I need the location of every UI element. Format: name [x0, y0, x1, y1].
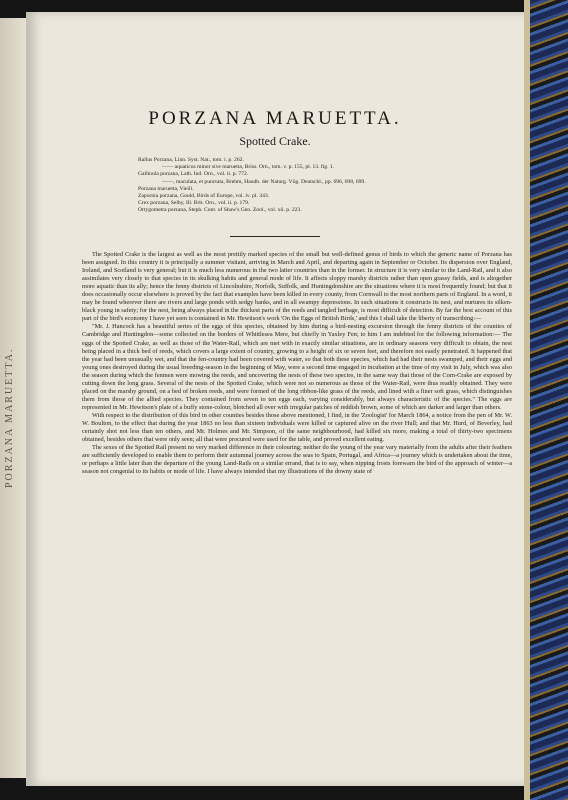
- common-name: Spotted Crake.: [239, 134, 311, 148]
- synonym-entry: —— aquaticus minor sive maruetta, Briss. Orn., tom. v. p. 155, pl. 13. fig. 1.: [162, 164, 335, 171]
- synonym-entry: Rallus Porzana, Linn. Syst. Nat., tom. i. p. 262.: [138, 157, 244, 163]
- synonym-entry: Porzana maruetta, Vieill.: [138, 185, 194, 192]
- synonym-entry: Ortygometra porzana, Steph. Cont. of Shaw's Gen. Zool., vol. xii. p. 223.: [138, 207, 302, 214]
- species-title: PORZANA MARUETTA.: [148, 108, 402, 129]
- paragraph: The Spotted Crake is the largest as well as the most prettily marked species of the small but well-defined genus of birds to which the generic name of Porzana has been assigned. In this country it is principally a summer visitant, arriving in March and April, and departing again in September or October. Its dispersion over England, Ireland, and Scotland is very general; but it is much less numerous in the two latter countries than in the former. In structure it is very similar to the Land-Rail, and it also assimilates very closely to that species in its skulking habits and general mode of life. It affects sloppy marshy districts rather than open grassy fields, and is altogether more aquatic than its ally; hence the fenny districts of Lincolnshire, Norfolk, Suffolk, and Huntingdonshire are the situations where it is most frequently found; but that it does occasionally occur elsewhere is proved by the fact that examples have been killed in every county, from Cornwall to the most northern parts of England. In a word, it may be found wherever there are rivers and large ponds with sedgy banks, and in all swampy depressions. In such situations it constructs its nest, and nurtures its silken-black young in safety; for the nest, being always placed in the thickest parts of the reeds and tangled herbage, is most difficult of detection. By far the best account of this part of the bird's economy I have yet seen is contained in Mr. Hewitson's work 'On the Eggs of British Birds,' and this I shall take the liberty of transcribing:—: [82, 251, 512, 323]
- synonym-entry: ——, maculata, et punctata, Brehm, Handb. der Naturg. Vög. Deutschl., pp. 696, 698, 699.: [162, 178, 366, 185]
- paragraph: "Mr. J. Hancock has a beautiful series of the eggs of this species, obtained by him during a bird-nesting excursion through the fenny districts of the counties of Cambridge and Huntingdon—some collected on the borders of Whittlesea Mere, but chiefly in Yaxley Fen; to him I am indebted for the following information:— The eggs of the Spotted Crake, as well as those of the Water-Rail, which are met with in exactly similar situations, are in ordinary seasons very difficult to obtain, the nest being placed in a thick bed of reeds, which covers a large extent of country, growing to a height of six or seven feet, and therefore not easily penetrated. It happened that the year had been unusually wet, and that the fen-country had been covered with water, so that both these species, which had had their nests swamped, and their eggs and young ones destroyed during the usual breeding-season in the beginning of May, were a second time engaged in incubation at the time of my visit in July, which was also the season during which the fenmen were mowing the reeds, and uncovering the nests of these two species, in the same way that those of the Corn-Crake are exposed by cutting down the long grass. Several of the nests of the Spotted Crake, which were not so numerous as those of the Water-Rail, were thus readily obtained. They were placed on the marshy ground, on a bed of broken reeds, and were formed of the long ribbon-like grass of the reeds, and lined with a finer soft grass, which distinguishes them from those of the allied species. They contained from seven to ten eggs each, varying considerably, but always characteristic of the species." The eggs are represented in Mr. Hewitson's plate of a buffy stone-colour, blotched all over with irregular patches of reddish brown, some of which are darker and larger than others.: [82, 323, 512, 411]
- section-divider: [230, 236, 320, 237]
- synonym-entry: Zapornia porzana, Gould, Birds of Europe, vol. iv. pl. 343.: [138, 193, 270, 200]
- marbled-binding: [524, 0, 568, 800]
- synonym-entry: Crex porzana, Selby, Ill. Brit. Orn., vol. ii. p. 179.: [138, 200, 250, 207]
- page-edge-gilt: [524, 0, 530, 800]
- body-text: [82, 251, 512, 476]
- running-head-vertical: PORZANA MARUETTA.: [4, 347, 15, 489]
- paragraph: With respect to the distribution of this bird in other counties besides those above mentioned, I find, in the 'Zoologist' for March 1864, a notice from the pen of Mr. W. W. Boulton, to the effect that during the year 1863 no less than sixteen individuals were killed or captured alive on the river Hull; and that Mr. Hurd, of Beverley, had certainly shot not less than ten others, and Mr. Holmes and Mr. Simpson, of the same neighbourhood, had killed six more, making a total of thirty-two specimens obtained, besides others that were only seen; all that were procured were used for the table, and proved excellent eating.: [82, 411, 512, 444]
- previous-page-edge: [0, 18, 26, 778]
- synonymy-list: [138, 157, 458, 215]
- paragraph: The sexes of the Spotted Rail present no very marked difference in their colouring; neither do the young of the year vary materially from the adults after their feathers are sufficiently developed to enable them to perform their autumnal journey across the seas to Spain, Portugal, and Africa—a journey which is undertaken about the time, or perhaps a little later than the departure of the young Land-Rails on a similar errand, that is to say, when nipping frosts forewarn the bird of the approach of winter—a season not congenial to its habits or mode of life. I have always intended that my illustrations of the downy state of: [82, 444, 512, 476]
- synonym-entry: Gallinula porzana, Lath. Ind. Orn., vol. ii. p. 772.: [138, 171, 249, 178]
